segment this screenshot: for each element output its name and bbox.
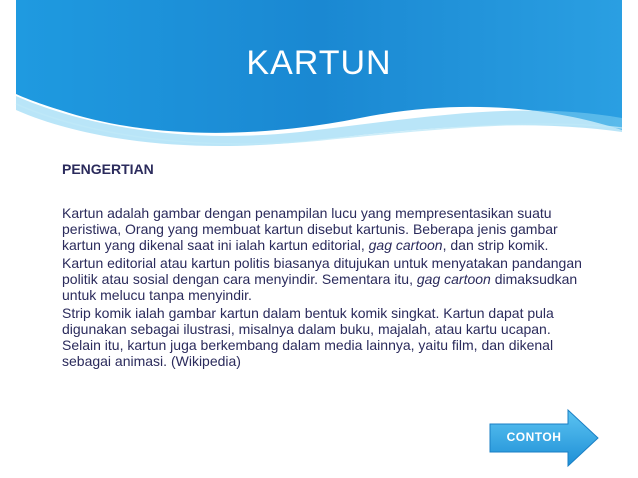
paragraph-editorial [62, 255, 582, 303]
paragraph-text: Kartun adalah gambar dengan penampilan lucu yang mempresentasikan suatu peristiwa, Orang yang membuat kartun disebut kartunis. Beberapa jenis gambar kartun yang dikenal saat ini ialah kartun editorial, [62, 205, 558, 253]
paragraph-text: , dan strip komik. [442, 237, 549, 253]
paragraph-text: dimaksudkan untuk melucu tanpa menyindir. [62, 271, 578, 303]
paragraph-strip-komik: Strip komik ialah gambar kartun dalam bentuk komik singkat. Kartun dapat pula digunakan sebagai ilustrasi, misalnya dalam buku, majalah, atau kartu ucapan. Selain itu, kartun juga berkembang dalam media lainnya, yaitu film, dan dikenal sebagai animasi. (Wikipedia) [62, 305, 554, 369]
italic-term: gag cartoon [416, 271, 491, 287]
section-heading: PENGERTIAN [62, 161, 154, 177]
italic-term: gag cartoon [368, 237, 443, 253]
contoh-button[interactable] [488, 408, 600, 468]
content-body [62, 161, 582, 371]
paragraph-text: Kartun editorial atau kartun politis biasanya ditujukan untuk menyatakan pandangan politik atau sosial dengan cara menyindir. Sementara itu, [62, 255, 582, 287]
slide-title: KARTUN [246, 44, 392, 82]
contoh-button-label: CONTOH [506, 430, 562, 444]
paragraph-definition [62, 205, 582, 253]
